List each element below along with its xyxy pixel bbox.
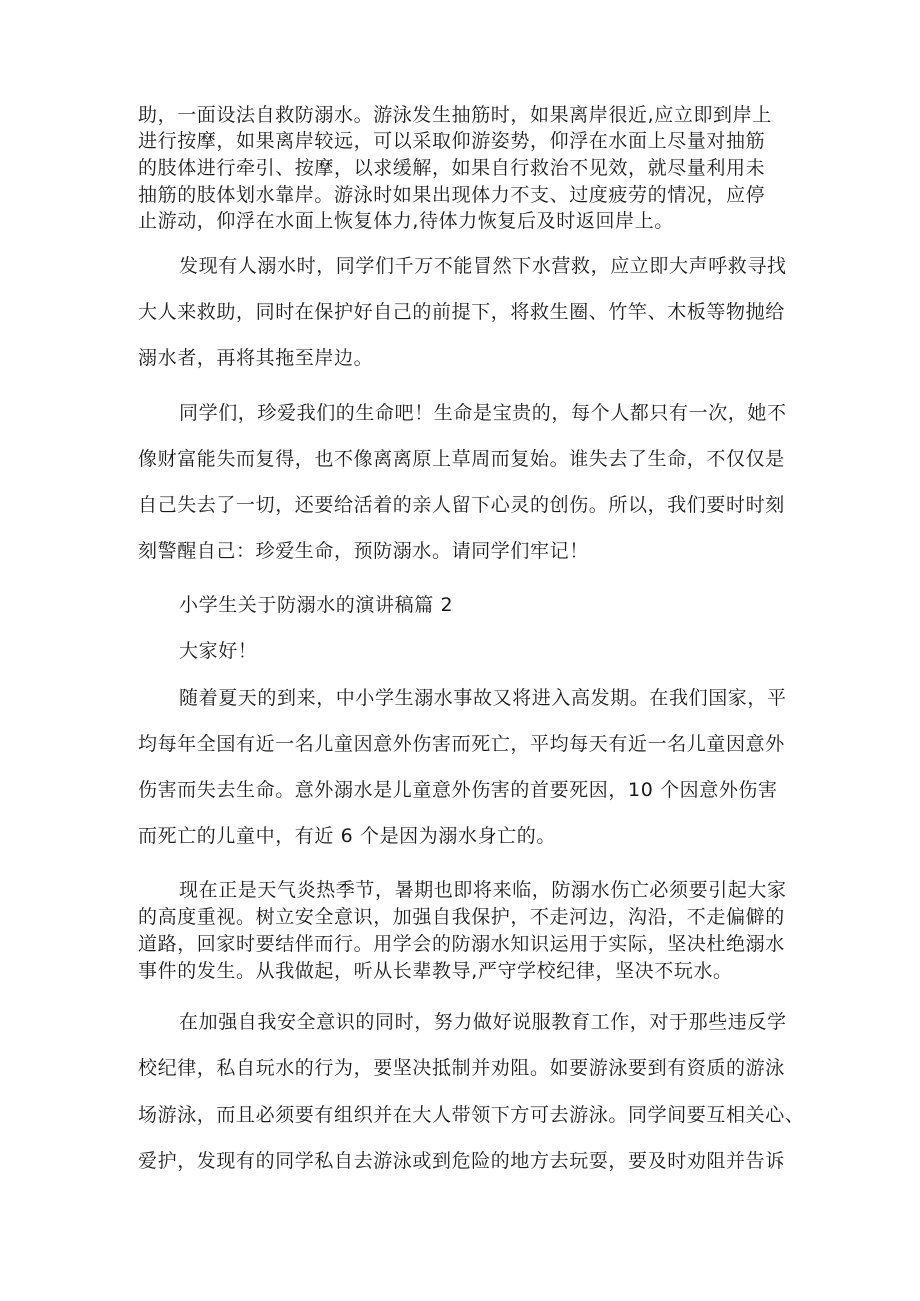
- paragraph-2-line-3: 溺水者，再将其拖至岸边。: [138, 347, 374, 369]
- paragraph-4-line-4: 而死亡的儿童中，有近 6 个是因为溺水身亡的。: [138, 825, 556, 847]
- paragraph-1-line-2: 进行按摩，如果离岸较远，可以采取仰游姿势，仰浮在水面上尽量对抽筋: [138, 130, 766, 152]
- paragraph-6-line-1: 在加强自我安全意识的同时，努力做好说服教育工作，对于那些违反学: [179, 1011, 787, 1033]
- paragraph-4-line-3: 伤害而失去生命。意外溺水是儿童意外伤害的首要死因，10 个因意外伤害: [138, 779, 778, 801]
- section-heading: 小学生关于防溺水的演讲稿篇 2: [179, 594, 454, 616]
- paragraph-1-line-4: 抽筋的肢体划水靠岸。游泳时如果出现体力不支、过度疲劳的情况，应停: [138, 184, 766, 206]
- paragraph-3-line-1: 同学们，珍爱我们的生命吧！生命是宝贵的，每个人都只有一次，她不: [179, 402, 787, 424]
- greeting: 大家好！: [179, 640, 258, 662]
- paragraph-2-line-2: 大人来救助，同时在保护好自己的前提下，将救生圈、竹竿、木板等物抛给: [138, 301, 785, 323]
- paragraph-4-line-2: 均每年全国有近一名儿童因意外伤害而死亡，平均每天有近一名儿童因意外: [138, 733, 785, 755]
- paragraph-4-line-1: 随着夏天的到来，中小学生溺水事故又将进入高发期。在我们国家，平: [179, 687, 787, 709]
- paragraph-3-line-4: 刻警醒自己：珍爱生命，预防溺水。请同学们牢记！: [138, 540, 589, 562]
- paragraph-6-line-2: 校纪律，私自玩水的行为，要坚决抵制并劝阻。如要游泳要到有资质的游泳: [138, 1057, 785, 1079]
- paragraph-6-line-3: 场游泳，而且必须要有组织并在大人带领下方可去游泳。同学间要互相关心、: [138, 1104, 805, 1126]
- paragraph-5-line-3: 道路，回家时要结伴而行。用学会的防溺水知识运用于实际，坚决杜绝溺水: [138, 933, 785, 955]
- paragraph-3-line-2: 像财富能失而复得，也不像离离原上草周而复始。谁失去了生命，不仅仅是: [138, 448, 785, 470]
- paragraph-1-line-5: 止游动，仰浮在水面上恢复体力,待体力恢复后及时返回岸上。: [138, 210, 674, 232]
- paragraph-2-line-1: 发现有人溺水时，同学们千万不能冒然下水营救，应立即大声呼救寻找: [179, 255, 787, 277]
- paragraph-3-line-3: 自己失去了一切，还要给活着的亲人留下心灵的创伤。所以，我们要时时刻: [138, 494, 785, 516]
- paragraph-5-line-1: 现在正是天气炎热季节，暑期也即将来临，防溺水伤亡必须要引起大家: [179, 879, 787, 901]
- paragraph-5-line-2: 的高度重视。树立安全意识，加强自我保护，不走河边，沟沿，不走偏僻的: [138, 906, 785, 928]
- paragraph-1-line-1: 助，一面设法自救防溺水。游泳发生抽筋时，如果离岸很近,应立即到岸上: [138, 104, 772, 126]
- paragraph-1-line-3: 的肢体进行牵引、按摩，以求缓解，如果自行救治不见效，就尽量利用未: [138, 157, 766, 179]
- paragraph-6-line-4: 爱护，发现有的同学私自去游泳或到危险的地方去玩耍，要及时劝阻并告诉: [138, 1150, 785, 1172]
- paragraph-5-line-4: 事件的发生。从我做起，听从长辈教导,严守学校纪律，坚决不玩水。: [138, 960, 733, 982]
